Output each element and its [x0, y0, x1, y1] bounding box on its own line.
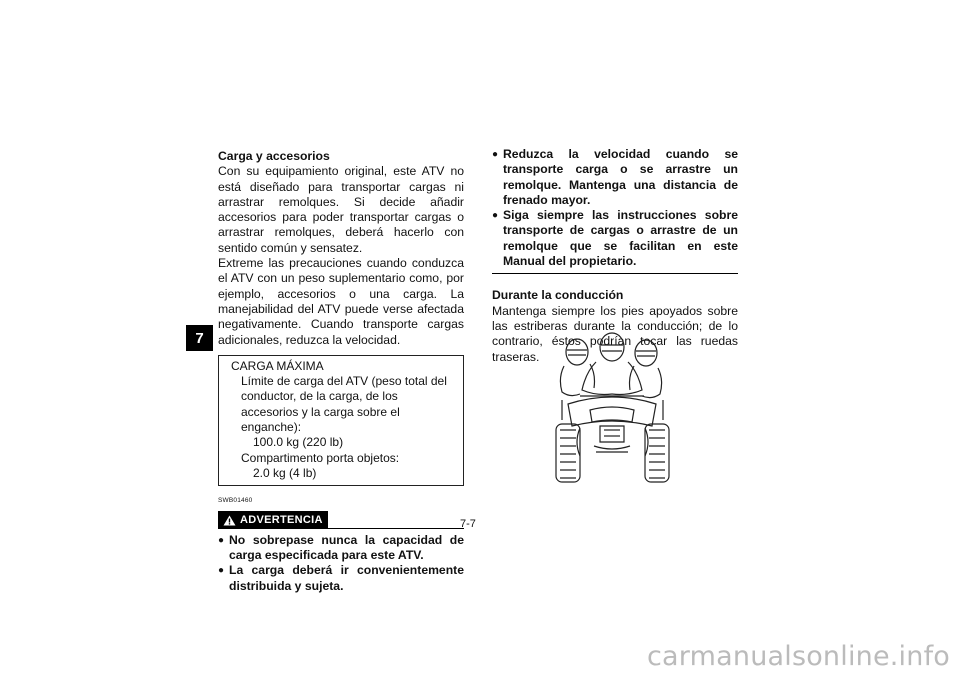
spec-title: CARGA MÁXIMA: [231, 358, 324, 373]
spec-value-storage: 2.0 kg (4 lb): [253, 465, 317, 480]
paragraph-load-intro: Con su equipamiento original, este ATV no está diseñado para transportar cargas ni arrastrar remolques. Si decide añadir accesorios para poder transportar cargas o arrastrar remolques, deberá hacerlo con sentido común y sensatez.: [218, 164, 464, 255]
atv-three-riders-illustration: [550, 330, 675, 488]
warning-code: SWB01460: [218, 497, 253, 505]
section-heading-load: Carga y accesorios: [218, 149, 330, 163]
chapter-tab: [186, 325, 213, 351]
paragraph-load-caution: Extreme las precauciones cuando conduzca el ATV con un peso suplementario como, por ejemplo, accesorios o una carga. La manejabilidad del ATV puede verse afectada negativamente. Cuando transporte cargas adicionales, reduzca la velocidad.: [218, 256, 464, 347]
left-column: [218, 149, 464, 594]
max-load-spec-box: [218, 355, 464, 486]
spec-line-storage: Compartimento porta objetos:: [241, 450, 400, 465]
chapter-number: 7: [195, 329, 204, 347]
section-heading-riding: Durante la conducción: [492, 288, 624, 303]
spec-line-atv-limit: Límite de carga del ATV (peso total del conductor, de la carga, de los accesorios y la carga sobre el enganche):: [241, 374, 447, 435]
warning-label: ADVERTENCIA: [240, 513, 323, 526]
paragraph-riding: Mantenga siempre los pies apoyados sobre las estriberas durante la conducción; de lo contrario, éstos podrían tocar las ruedas traseras.: [492, 303, 738, 364]
list-item: ● La carga deberá ir convenientemente distribuida y sujeta.: [218, 563, 464, 594]
spec-value-atv-limit: 100.0 kg (220 lb): [253, 435, 344, 450]
warning-bullets-right: [492, 147, 738, 269]
watermark-text: carmanualsonline.info: [647, 641, 950, 672]
list-item: ● No sobrepase nunca la capacidad de carga especificada para este ATV.: [218, 533, 464, 564]
list-item: ● Reduzca la velocidad cuando se transporte carga o se arrastre un remolque. Mantenga una distancia de frenado mayor.: [492, 147, 738, 208]
warning-rule: [328, 528, 464, 529]
warning-triangle-icon: [223, 515, 236, 526]
warning-badge: [218, 511, 328, 529]
warning-header: [218, 511, 464, 529]
page-number: 7-7: [460, 518, 476, 530]
warning-end-rule: [492, 273, 738, 274]
warning-bullets-left: [218, 533, 464, 594]
list-item: ● Siga siempre las instrucciones sobre transporte de cargas o arrastre de un remolque que se facilitan en este Manual del propietario.: [492, 208, 738, 269]
